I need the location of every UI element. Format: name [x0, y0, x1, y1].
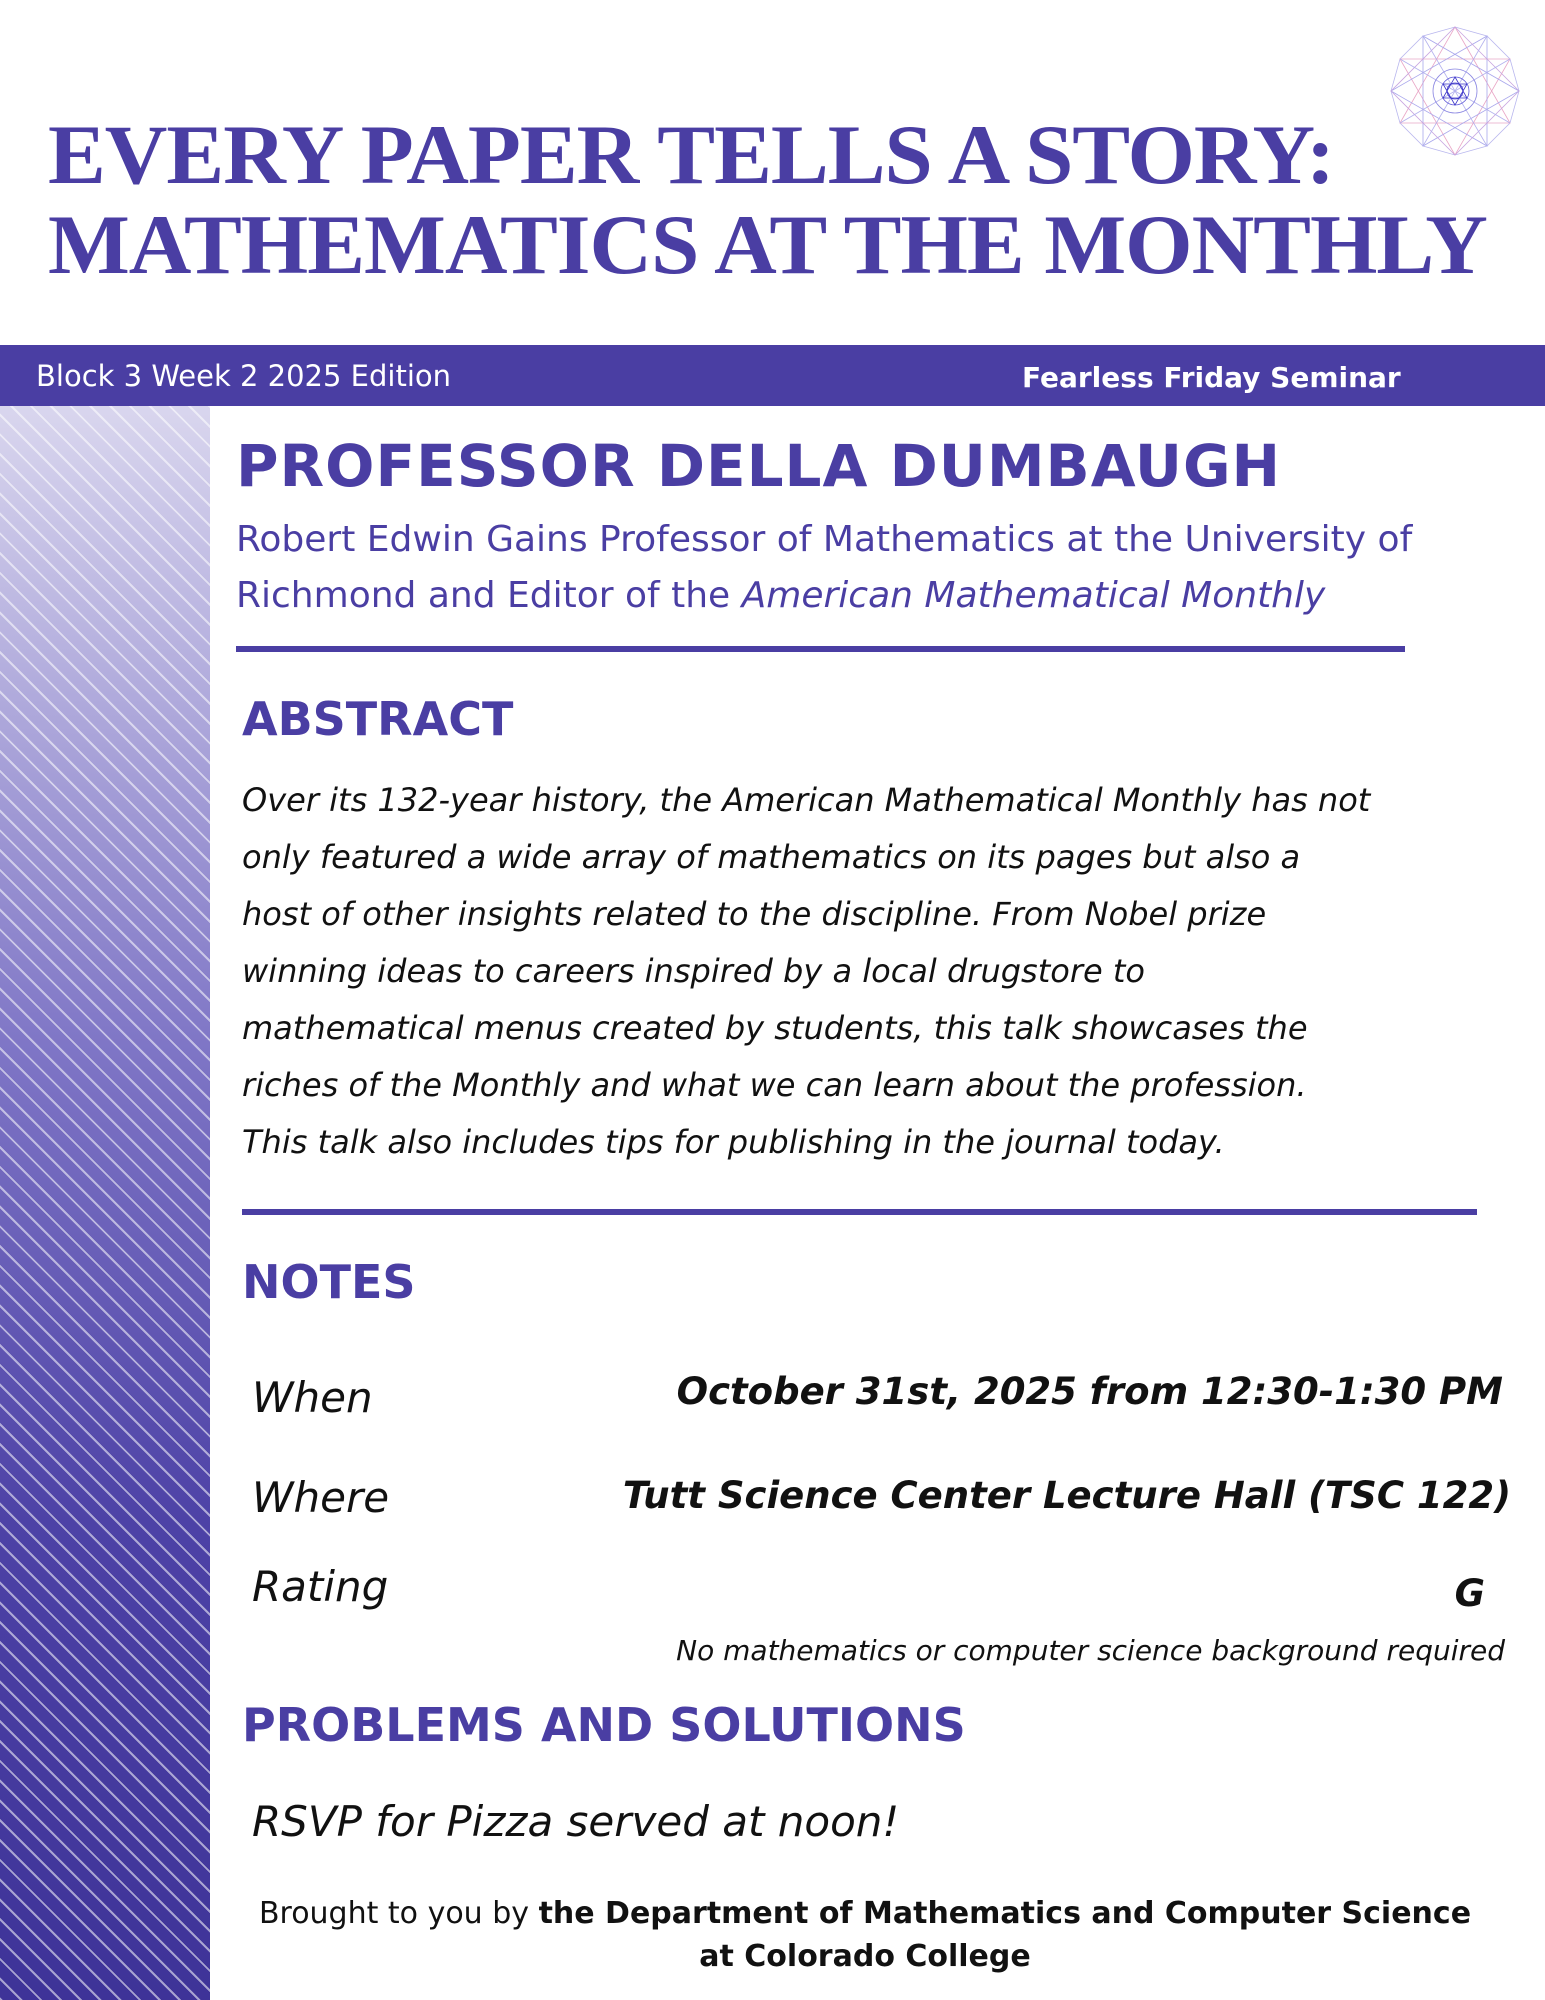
poster-title [48, 110, 1545, 290]
when-value: October 31st, 2025 from 12:30-1:30 PM [676, 1370, 1503, 1413]
college-name: at Colorado College [699, 1939, 1031, 1974]
affiliation-text: Robert Edwin Gains Professor of Mathematics at the University of Richmond and Editor of the [236, 519, 1413, 616]
title-line-2: MATHEMATICS AT THE MONTHLY [48, 198, 1487, 292]
journal-name: American Mathematical Monthly [741, 575, 1326, 616]
rating-note: No mathematics or computer science background required [676, 1634, 1505, 1667]
speaker-affiliation [236, 512, 1486, 624]
divider [236, 646, 1405, 652]
seminar-series-label: Fearless Friday Seminar [1022, 361, 1401, 394]
where-label: Where [252, 1473, 390, 1522]
where-value: Tutt Science Center Lecture Hall (TSC 122) [622, 1474, 1511, 1517]
problems-heading: PROBLEMS AND SOLUTIONS [242, 1698, 966, 1752]
notes-heading: NOTES [242, 1255, 416, 1309]
rsvp-text: RSVP for Pizza served at noon! [252, 1797, 900, 1846]
department-name: the Department of Mathematics and Computer Science [538, 1896, 1472, 1931]
divider [242, 1209, 1477, 1215]
abstract-text: Over its 132-year history, the American Mathematical Monthly has not only featured a wide array of mathematics on its pages but also a host of other insights related to the discipline. From Nobel prize winning ideas to careers inspired by a local drugstore to mathematical menus created by students, this talk showcases the riches of the Monthly and what we can learn about the profession. This talk also includes tips for publishing in the journal today. [242, 781, 1371, 1161]
abstract-heading: ABSTRACT [242, 692, 514, 746]
decorative-stripe-panel [0, 406, 210, 2000]
speaker-name: PROFESSOR DELLA DUMBAUGH [236, 432, 1282, 500]
rating-label: Rating [252, 1562, 389, 1611]
rating-value: G [1454, 1572, 1485, 1615]
credit-prefix: Brought to you by [258, 1896, 539, 1931]
title-line-1: EVERY PAPER TELLS A STORY: [48, 108, 1334, 202]
when-label: When [252, 1373, 373, 1422]
edition-label: Block 3 Week 2 2025 Edition [36, 359, 452, 393]
credit-line [210, 1892, 1520, 1978]
edition-banner [0, 345, 1545, 406]
